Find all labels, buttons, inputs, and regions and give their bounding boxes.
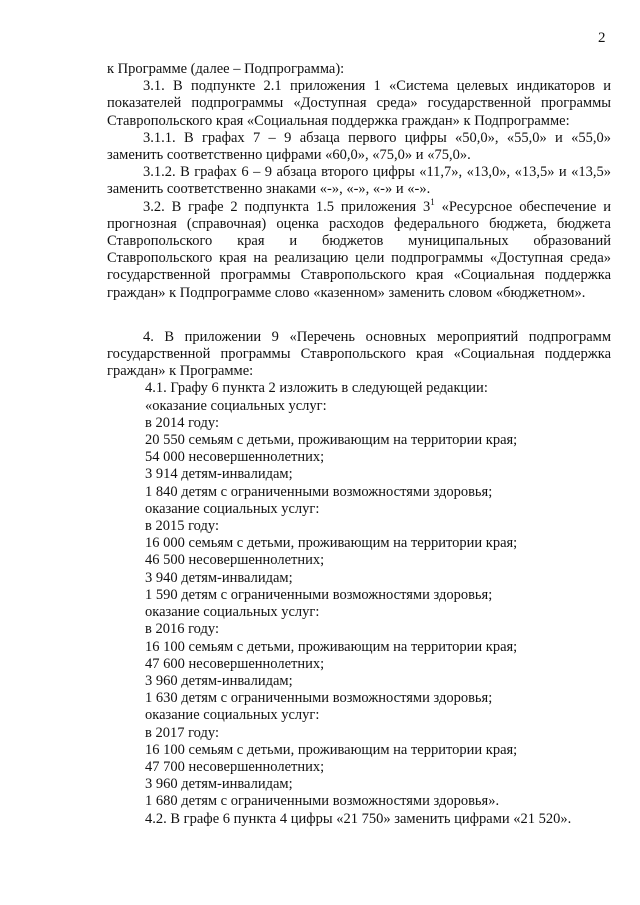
list-line: 4.2. В графе 6 пункта 4 цифры «21 750» заменить цифрами «21 520». <box>145 810 572 827</box>
paragraph-gap <box>107 302 611 329</box>
list-line: 47 700 несовершеннолетних; <box>145 758 325 775</box>
list-line: 3 914 детям-инвалидам; <box>145 466 293 483</box>
paragraph-3-2-start: 3.2. В графе 2 подпункта 1.5 приложения 3 <box>143 198 431 215</box>
list-line: «оказание социальных услуг: <box>145 397 327 414</box>
list-line: 16 000 семьям с детьми, проживающим на территории края; <box>145 535 518 552</box>
page-number: 2 <box>598 30 606 46</box>
list-line: оказание социальных услуг: <box>145 707 320 724</box>
paragraph-3-2-rest: «Ресурсное обеспечение и прогнозная (справочная) оценка расходов федерального бюджета, бюджета Ставропольского края и бюджетов муниципальных образований Ставропольского края на реализацию цели подпрограммы «Доступная среда» государственной программы Ставропольского края «Социальная поддержка граждан» к Подпрограмме слово «казенном» заменить словом «бюджетном». <box>107 198 611 301</box>
services-list <box>145 398 611 828</box>
list-line: оказание социальных услуг: <box>145 604 320 621</box>
list-line: 46 500 несовершеннолетних; <box>145 552 325 569</box>
paragraph-3-1-1: 3.1.1. В графах 7 – 9 абзаца первого цифры «50,0», «55,0» и «55,0» заменить соответственно цифрами «60,0», «75,0» и «75,0». <box>107 129 611 164</box>
list-line: 16 100 семьям с детьми, проживающим на территории края; <box>145 638 518 655</box>
paragraph-4: 4. В приложении 9 «Перечень основных мероприятий подпрограмм государственной программы Ставропольского края «Социальная поддержка граждан» к Программе: <box>107 328 611 380</box>
paragraph-continuation: к Программе (далее – Подпрограмма): <box>107 61 345 77</box>
list-line: 47 600 несовершеннолетних; <box>145 655 325 672</box>
list-line: в 2016 году: <box>145 621 219 638</box>
list-line: 20 550 семьям с детьми, проживающим на территории края; <box>145 432 518 449</box>
superscript-1: 1 <box>430 196 435 207</box>
list-line: 16 100 семьям с детьми, проживающим на территории края; <box>145 741 518 758</box>
list-line: 1 680 детям с ограниченными возможностями здоровья». <box>145 793 500 810</box>
paragraph-4-1: 4.1. Графу 6 пункта 2 изложить в следующей редакции: <box>145 380 488 397</box>
list-line: 3 960 детям-инвалидам; <box>145 672 293 689</box>
list-line: 1 590 детям с ограниченными возможностями здоровья; <box>145 586 493 603</box>
list-line: 54 000 несовершеннолетних; <box>145 449 325 466</box>
paragraph-3-1-2: 3.1.2. В графах 6 – 9 абзаца второго цифры «11,7», «13,0», «13,5» и «13,5» заменить соответственно знаками «-», «-», «-» и «-». <box>107 164 611 198</box>
list-line: в 2015 году: <box>145 518 219 535</box>
list-line: 3 960 детям-инвалидам; <box>145 776 293 793</box>
list-line: в 2014 году: <box>145 414 219 431</box>
document-body <box>107 61 611 828</box>
list-line: в 2017 году: <box>145 724 219 741</box>
list-line: 3 940 детям-инвалидам; <box>145 569 293 586</box>
list-line: оказание социальных услуг: <box>145 500 320 517</box>
list-line: 1 630 детям с ограниченными возможностями здоровья; <box>145 690 493 707</box>
paragraph-3-2 <box>107 196 611 302</box>
list-line: 1 840 детям с ограниченными возможностями здоровья; <box>145 483 493 500</box>
paragraph-3-1: 3.1. В подпункте 2.1 приложения 1 «Система целевых индикаторов и показателей подпрограммы «Доступная среда» государственной программы Ставропольского края «Социальная поддержка граждан» к Подпрограмме: <box>107 78 611 129</box>
